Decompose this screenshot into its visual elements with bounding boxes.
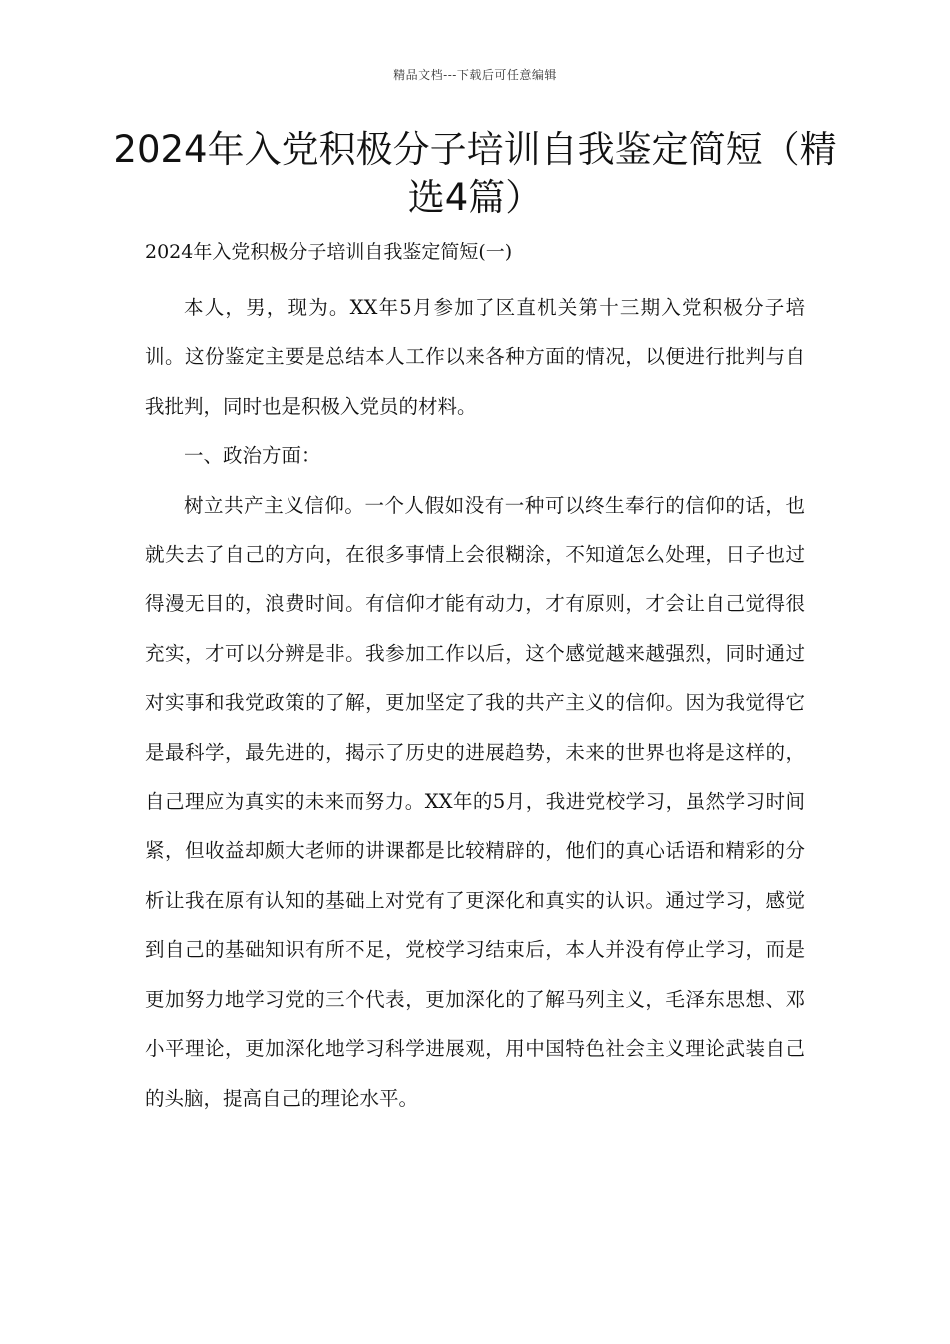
document-body	[145, 283, 805, 1123]
section-heading: 2024年入党积极分子培训自我鉴定简短(一)	[145, 241, 513, 263]
document-title: 2024年入党积极分子培训自我鉴定简短（精选4篇）	[113, 128, 837, 219]
paragraph-belief: 树立共产主义信仰。一个人假如没有一种可以终生奉行的信仰的话，也就失去了自己的方向，在很多事情上会很糊涂，不知道怎么处理，日子也过得漫无目的，浪费时间。有信仰才能有动力，才有原则，才会让自己觉得很充实，才可以分辨是非。我参加工作以后，这个感觉越来越强烈，同时通过对实事和我党政策的了解，更加坚定了我的共产主义的信仰。因为我觉得它是最科学，最先进的，揭示了历史的进展趋势，未来的世界也将是这样的，自己理应为真实的未来而努力。XX年的5月，我进党校学习，虽然学习时间紧，但收益却颇大老师的讲课都是比较精辟的，他们的真心话语和精彩的分析让我在原有认知的基础上对党有了更深化和真实的认识。通过学习，感觉到自己的基础知识有所不足，党校学习结束后，本人并没有停止学习，而是更加努力地学习党的三个代表，更加深化的了解马列主义，毛泽东思想、邓小平理论，更加深化地学习科学进展观，用中国特色社会主义理论武装自己的头脑，提高自己的理论水平。	[145, 493, 805, 1110]
paragraph-intro: 本人，男，现为。XX年5月参加了区直机关第十三期入党积极分子培训。这份鉴定主要是总结本人工作以来各种方面的情况，以便进行批判与自我批判，同时也是积极入党员的材料。	[145, 296, 805, 418]
header-note: 精品文档---下载后可任意编辑	[393, 68, 557, 82]
paragraph-politics-heading: 一、政治方面：	[184, 444, 321, 468]
